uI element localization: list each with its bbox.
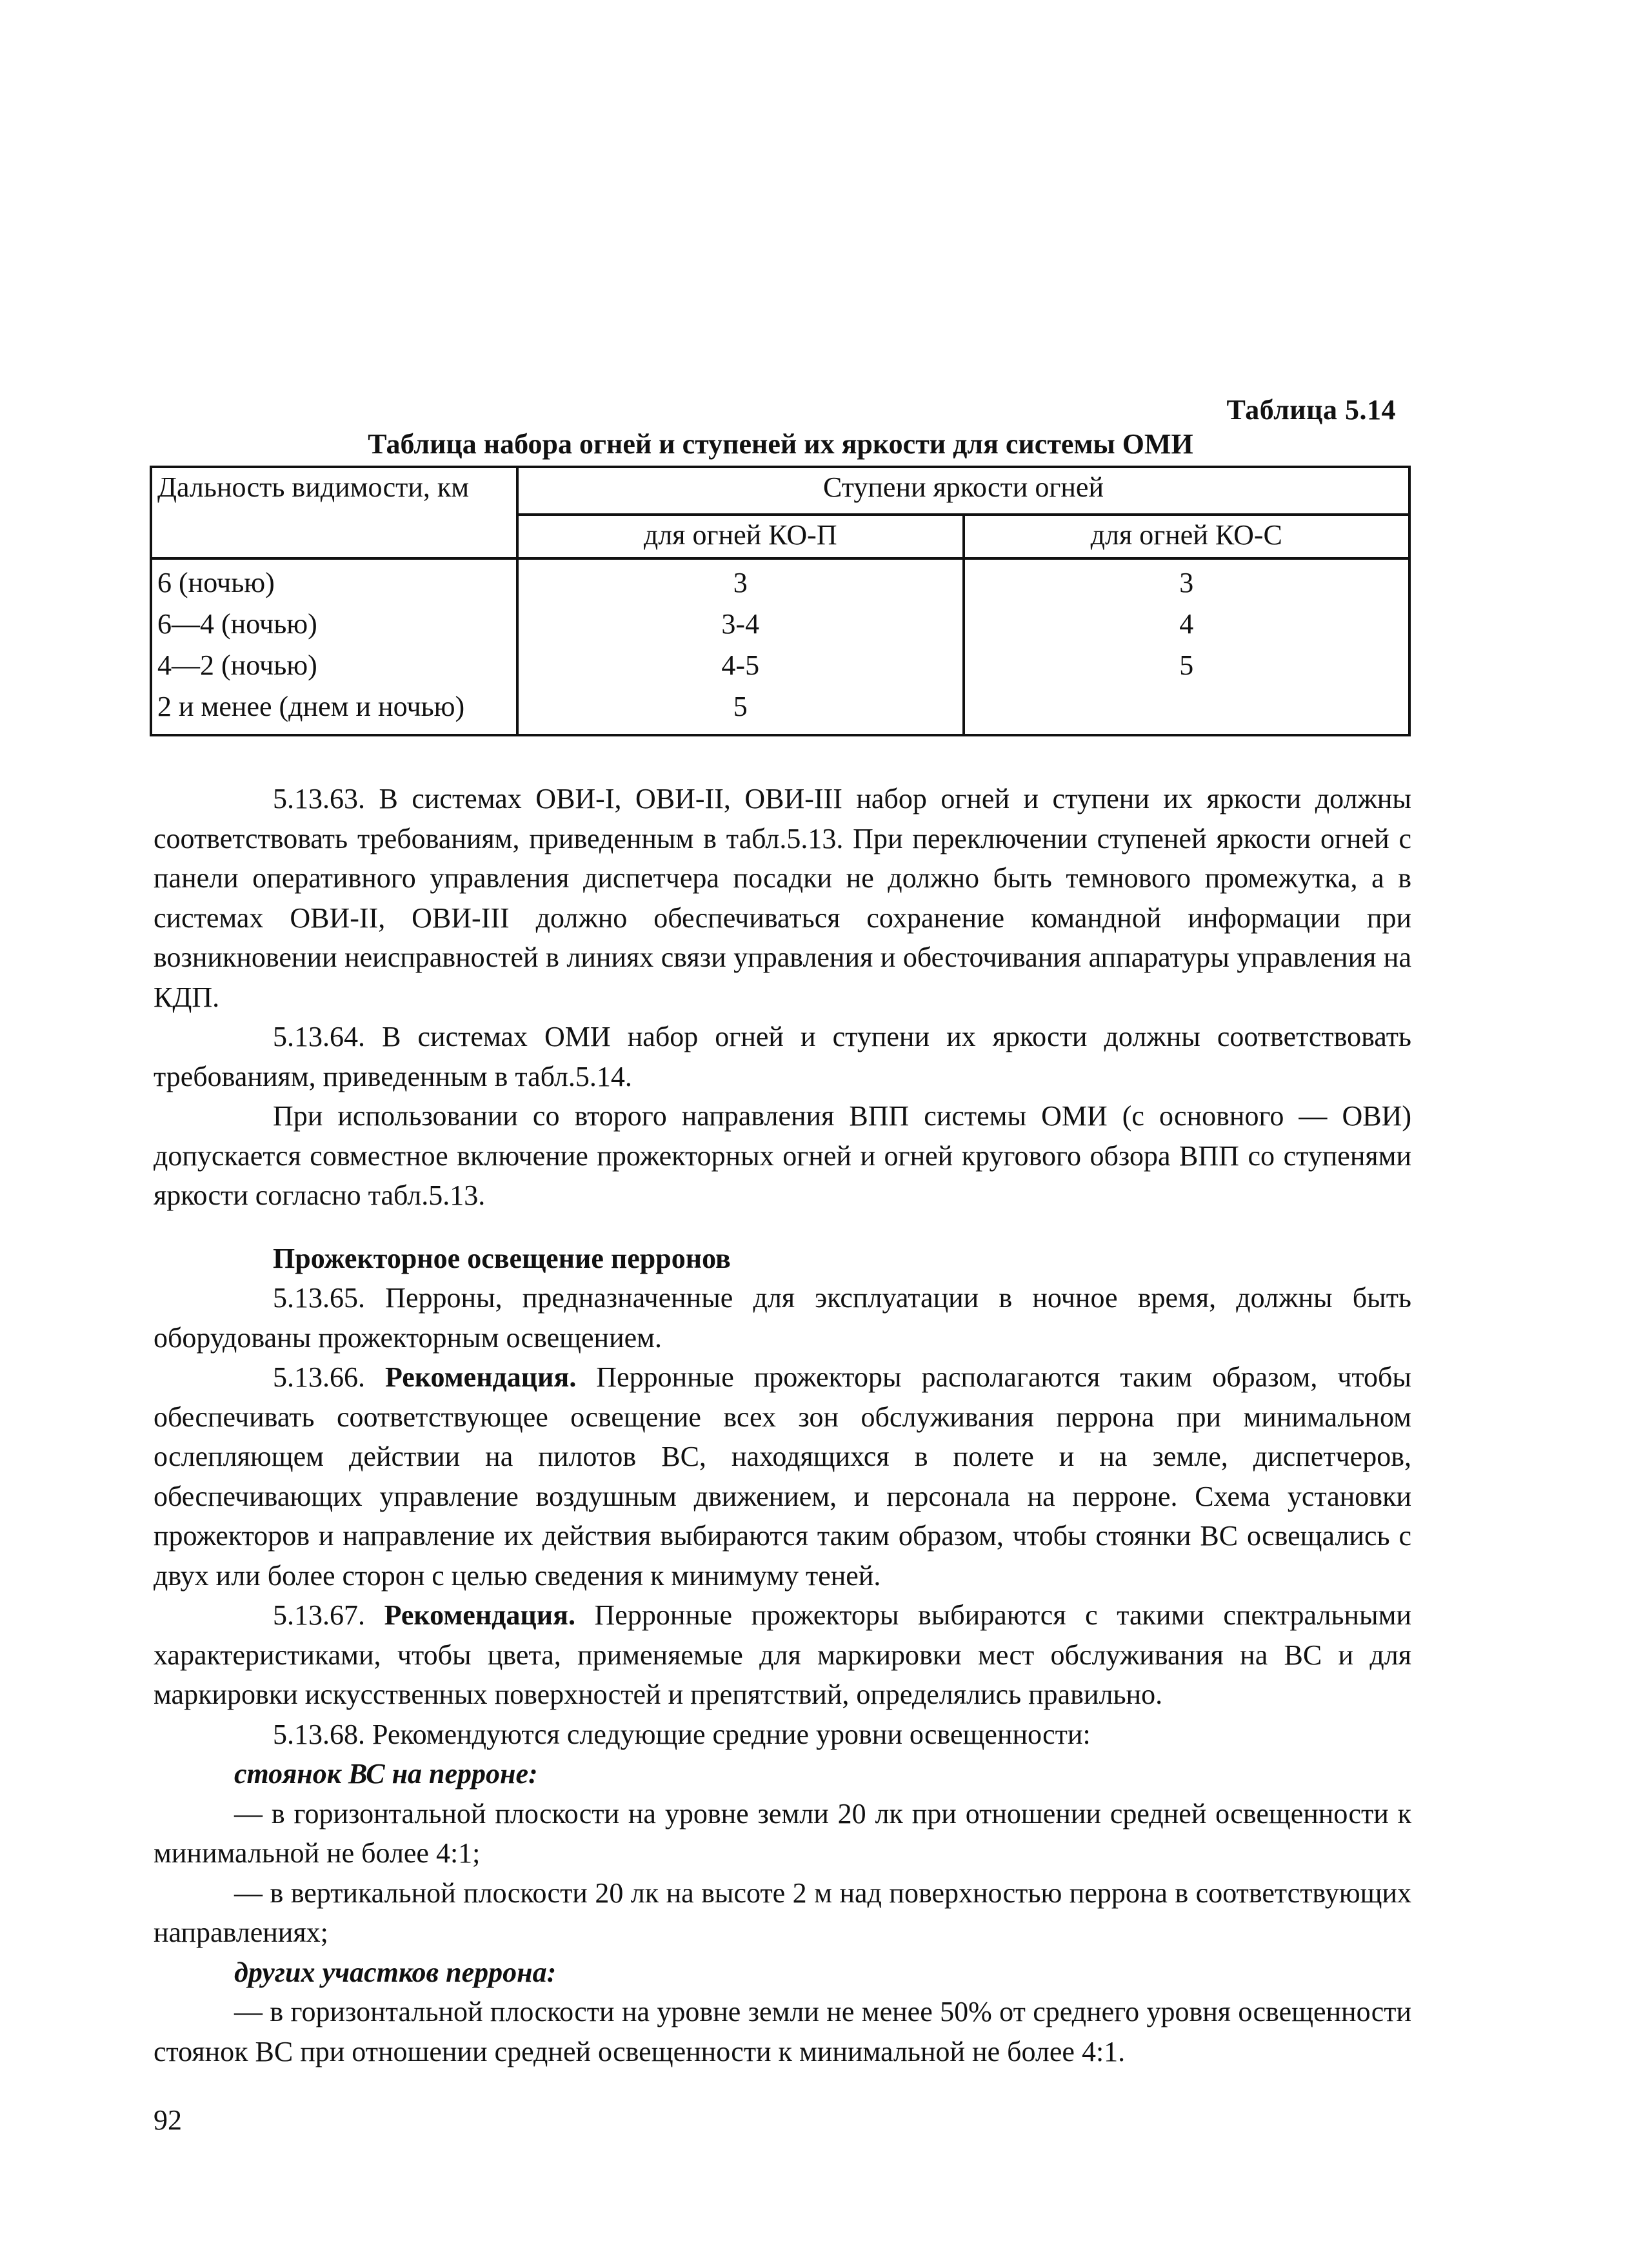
clause-text: Перронные прожекторы выбираются с такими спектральными характеристиками, чтобы цвета, применяемые для маркировки мест обслуживания на ВС и для маркировки искусственных поверхностей и препятствий, определялись правильно. bbox=[154, 1599, 1411, 1710]
table-cell: 5 bbox=[1179, 649, 1194, 681]
ko-s-column bbox=[964, 558, 1410, 735]
table-cell: 3 bbox=[733, 567, 748, 598]
paragraph-5-13-66 bbox=[154, 1357, 1411, 1595]
body-text bbox=[154, 779, 1411, 2071]
paragraph-omi-note: При использовании со второго направления ВПП системы ОМИ (с основного — ОВИ) допускается совместное включение прожекторных огней и огней кругового обзора ВПП со ступенями яркости согласно табл.5.13. bbox=[154, 1100, 1411, 1211]
table-cell: 3-4 bbox=[721, 608, 760, 640]
clause-number: 5.13.66. bbox=[273, 1361, 365, 1393]
table-cell: 4 bbox=[1179, 608, 1194, 640]
table-cell bbox=[970, 686, 1404, 727]
header-visibility: Дальность видимости, км bbox=[151, 467, 517, 558]
table-cell: 3 bbox=[1179, 567, 1194, 598]
header-ko-p: для огней КО-П bbox=[517, 515, 964, 558]
table-header-row bbox=[151, 467, 1409, 515]
list-item: — в вертикальной плоскости 20 лк на высоте 2 м над поверхностью перрона в соответствующих направлениях; bbox=[154, 1877, 1411, 1948]
subheading-other-areas: других участков перрона: bbox=[234, 1956, 557, 1988]
table-cell: 5 bbox=[733, 691, 748, 722]
paragraph-5-13-65: 5.13.65. Перроны, предназначенные для эксплуатации в ночное время, должны быть оборудованы прожекторным освещением. bbox=[154, 1282, 1411, 1354]
header-brightness-steps: Ступени яркости огней bbox=[517, 467, 1409, 515]
paragraph-5-13-63: 5.13.63. В системах ОВИ-I, ОВИ-II, ОВИ-III набор огней и ступени их яркости должны соответствовать требованиям, приведенным в табл.5.13. При переключении ступеней яркости огней с панели оперативного управления диспетчера посадки не должно быть темнового промежутка, а в системах ОВИ-II, ОВИ-III должно обеспечиваться сохранение командной информации при возникновении неисправностей в линиях связи управления и обесточивания аппаратуры управления на КДП. bbox=[154, 783, 1411, 1013]
list-item: — в горизонтальной плоскости на уровне земли 20 лк при отношении средней освещенности к минимальной не более 4:1; bbox=[154, 1797, 1411, 1869]
section-heading: Прожекторное освещение перронов bbox=[273, 1242, 731, 1274]
recommendation-label: Рекомендация. bbox=[384, 1361, 577, 1393]
page-number: 92 bbox=[154, 2104, 182, 2136]
table-cell: 6 (ночью) bbox=[157, 567, 275, 598]
paragraph-5-13-67 bbox=[154, 1595, 1411, 1715]
table-number: Таблица 5.14 bbox=[1226, 394, 1396, 426]
brightness-table bbox=[150, 466, 1411, 736]
subheading-stands: стоянок ВС на перроне: bbox=[234, 1758, 538, 1790]
header-ko-s: для огней КО-С bbox=[964, 515, 1410, 558]
paragraph-5-13-68: 5.13.68. Рекомендуются следующие средние уровни освещенности: bbox=[273, 1718, 1091, 1750]
table-cell: 6—4 (ночью) bbox=[157, 608, 317, 640]
table-cell: 4—2 (ночью) bbox=[157, 649, 317, 681]
recommendation-label: Рекомендация. bbox=[384, 1599, 575, 1631]
visibility-column bbox=[151, 558, 517, 735]
table-title: Таблица набора огней и ступеней их яркости для системы ОМИ bbox=[368, 428, 1193, 460]
table-body-row bbox=[151, 558, 1409, 735]
ko-p-column bbox=[517, 558, 964, 735]
paragraph-5-13-64: 5.13.64. В системах ОМИ набор огней и ступени их яркости должны соответствовать требованиям, приведенным в табл.5.14. bbox=[154, 1021, 1411, 1092]
list-item: — в горизонтальной плоскости на уровне земли не менее 50% от среднего уровня освещенности стоянок ВС при отношении средней освещенности к минимальной не более 4:1. bbox=[154, 1996, 1411, 2067]
clause-text: Перронные прожекторы располагаются таким образом, чтобы обеспечивать соответствующее освещение всех зон обслуживания перрона при минимальном ослепляющем действии на пилотов ВС, находящихся в полете и на земле, диспетчеров, обеспечивающих управление воздушным движением, и персонала на перроне. Схема установки прожекторов и направление их действия выбираются таким образом, чтобы стоянки ВС освещались с двух или более сторон с целью сведения к минимуму теней. bbox=[154, 1361, 1411, 1592]
clause-number: 5.13.67. bbox=[273, 1599, 365, 1631]
table-cell: 4-5 bbox=[721, 649, 760, 681]
table-cell: 2 и менее (днем и ночью) bbox=[157, 691, 465, 722]
